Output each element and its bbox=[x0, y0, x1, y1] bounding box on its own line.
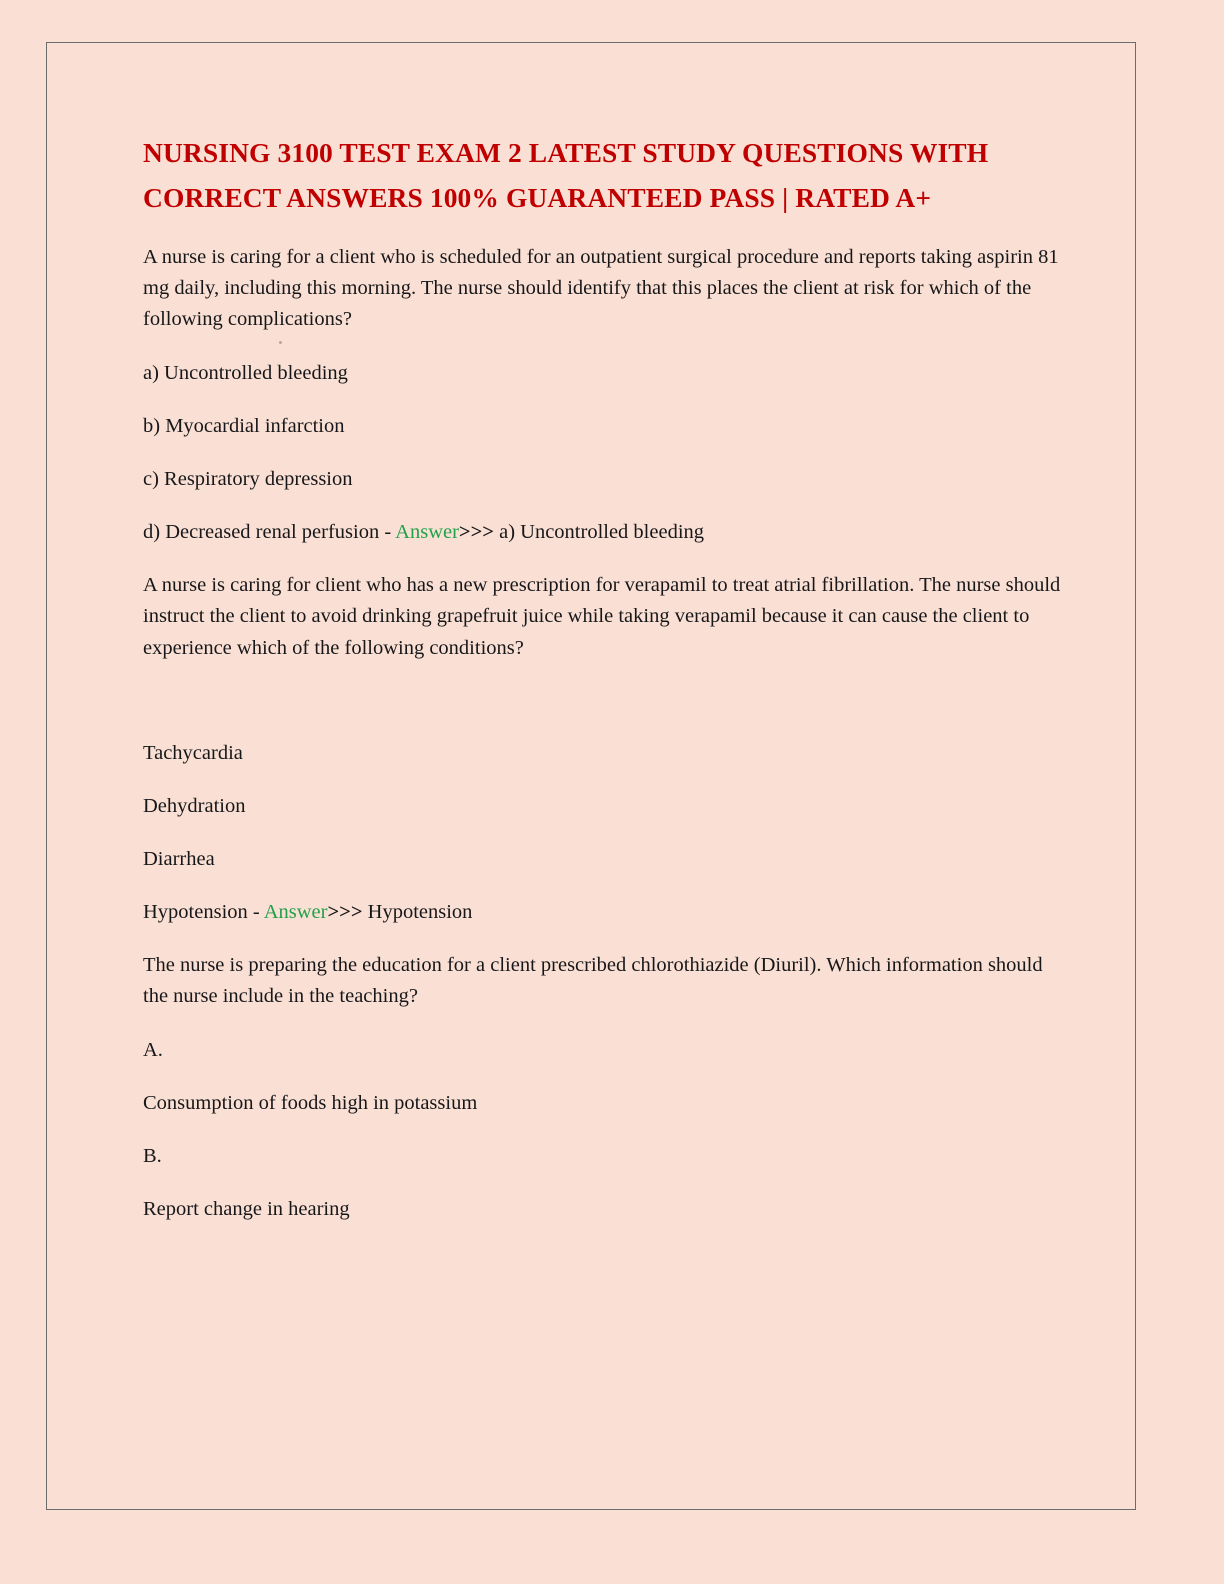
question-1-option-a: a) Uncontrolled bleeding bbox=[143, 361, 348, 384]
document-page bbox=[46, 42, 1136, 1510]
question-1-option-c: c) Respiratory depression bbox=[143, 467, 353, 490]
question-2-option-4-answer bbox=[143, 897, 1063, 928]
question-3-label-a: A. bbox=[143, 1038, 163, 1061]
document-content bbox=[143, 131, 1063, 1247]
question-1-option-d-answer bbox=[143, 517, 1063, 548]
blank-spacer bbox=[143, 686, 1063, 738]
question-1-stem: A nurse is caring for a client who is scheduled for an outpatient surgical procedure and reports taking aspirin 81 mg daily, including this morning. The nurse should identify that this places the client at risk for which of the following complications? bbox=[143, 246, 1059, 331]
question-2-option-1: Tachycardia bbox=[143, 741, 243, 764]
question-2-option-3: Diarrhea bbox=[143, 847, 215, 870]
page-title: NURSING 3100 TEST EXAM 2 LATEST STUDY QUESTIONS WITH CORRECT ANSWERS 100% GUARANTEED PASS | RATED A+ bbox=[143, 137, 989, 213]
question-3-option-b: Report change in hearing bbox=[143, 1198, 350, 1221]
question-1-option-b: b) Myocardial infarction bbox=[143, 414, 345, 437]
answer-label: Answer bbox=[395, 521, 459, 544]
question-3-label-b: B. bbox=[143, 1144, 162, 1167]
option-hypotension-text: Hypotension - bbox=[143, 901, 264, 924]
question-2-stem: A nurse is caring for client who has a new prescription for verapamil to treat atrial fibrillation. The nurse should instruct the client to avoid drinking grapefruit juice while taking verapamil because it can cause the client to experience which of the following conditions? bbox=[143, 574, 1061, 659]
answer-text: a) Uncontrolled bleeding bbox=[499, 521, 705, 544]
option-d-text: d) Decreased renal perfusion - bbox=[143, 521, 396, 544]
answer-arrow: >>> bbox=[458, 521, 500, 544]
question-3-option-a: Consumption of foods high in potassium bbox=[143, 1091, 478, 1114]
answer-text: Hypotension bbox=[367, 901, 473, 924]
question-2-option-2: Dehydration bbox=[143, 794, 246, 817]
answer-label: Answer bbox=[263, 901, 328, 924]
answer-arrow: >>> bbox=[327, 901, 368, 924]
question-3-stem: The nurse is preparing the education for a client prescribed chlorothiazide (Diuril). Which information should the nurse include in the teaching? bbox=[143, 954, 1043, 1008]
